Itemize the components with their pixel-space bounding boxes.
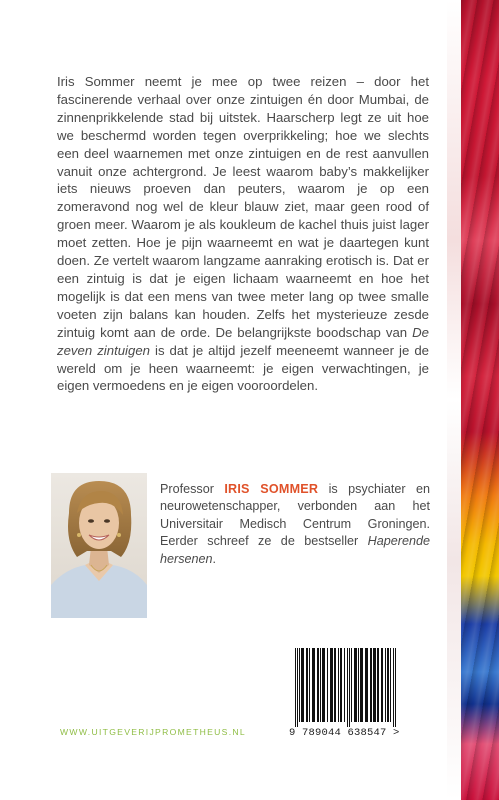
barcode-bar [301, 648, 304, 722]
blurb-part-2: is dat je altijd jezelf meeneemt wanneer je de wereld om je heen waarneemt: je eigen verwachtingen, je eigen vermoedens en je eigen vooroordelen. [57, 342, 429, 394]
barcode-bar [377, 648, 379, 722]
barcode-bar [338, 648, 339, 722]
barcode-bar [309, 648, 310, 722]
barcode-bar [381, 648, 383, 722]
blurb-book-title: De zeven zintuigen [57, 324, 429, 358]
barcode-bar [312, 648, 315, 722]
barcode-bar [320, 648, 321, 722]
barcode-bar [370, 648, 372, 722]
barcode-bar [344, 648, 345, 722]
barcode-bar [327, 648, 328, 722]
barcode-bar [358, 648, 359, 722]
barcode-bar [360, 648, 363, 722]
barcode-bar [330, 648, 333, 722]
barcode-bars [287, 648, 433, 728]
cover-photo-strip [447, 0, 499, 800]
barcode-bar [340, 648, 342, 722]
barcode-bar [347, 648, 348, 728]
barcode-bar [299, 648, 300, 722]
author-bio-text: is psychiater en neurowetenschapper, verbonden aan het Universitair Medisch Centrum Groningen. Eerder schreef ze de bestseller [160, 482, 430, 549]
author-name: IRIS SOMMER [224, 482, 319, 496]
barcode-bar [393, 648, 394, 728]
author-photo [51, 473, 147, 618]
barcode-bar [390, 648, 391, 722]
author-prefix: Professor [160, 482, 225, 496]
barcode-bar [387, 648, 389, 722]
isbn-digits: 9 789044 638547 > [289, 727, 435, 739]
barcode-bar [365, 648, 368, 722]
barcode-bar [349, 648, 350, 728]
barcode-bar [373, 648, 376, 722]
barcode-bar [297, 648, 298, 728]
barcode-bar [385, 648, 386, 722]
author-previous-book: Haperende hersenen [160, 534, 430, 566]
author-bio-end: . [212, 551, 217, 566]
barcode-bar [317, 648, 319, 722]
blurb-text [57, 73, 429, 395]
barcode-bar [322, 648, 325, 722]
author-bio [160, 481, 430, 568]
barcode-bar [295, 648, 296, 728]
barcode-bar [306, 648, 308, 722]
barcode-bar [354, 648, 357, 722]
barcode-bar [351, 648, 352, 722]
barcode-bar [334, 648, 336, 722]
barcode-bar [395, 648, 396, 728]
blurb-part-1: Iris Sommer neemt je mee op twee reizen – door het fascinerende verhaal over onze zintuigen én door Mumbai, de zinnenprikkelende stad bij uitstek. Haarscherp legt ze uit hoe we beschermd worden tegen overprikkeling; hoe we slechts een deel waarnemen met onze zintuigen en de rest aanvullen vanuit onze achtergrond. Je leest waarom baby’s makkelijker iets nieuws proeven dan peuters, waarom je op een zomeravond nog wel de kleur blauw ziet, maar geen rood of groen meer. Waarom je als koukleum de kachel thuis juist lager moet zetten. Hoe je pijn waarneemt en wat je daartegen kunt doen. Ze vertelt waarom langzame aanraking erotisch is. Dat er een zintuig is dat je eigen lichaam waarneemt en hoe het mogelijk is dat een mens van twee meter lang op twee smalle voeten zijn balans kan houden. Zelfs het mysterieuze zesde zintuig komt aan de orde. De belangrijkste boodschap van [57, 74, 429, 340]
publisher-website[interactable]: WWW.UITGEVERIJPROMETHEUS.NL [60, 727, 246, 737]
